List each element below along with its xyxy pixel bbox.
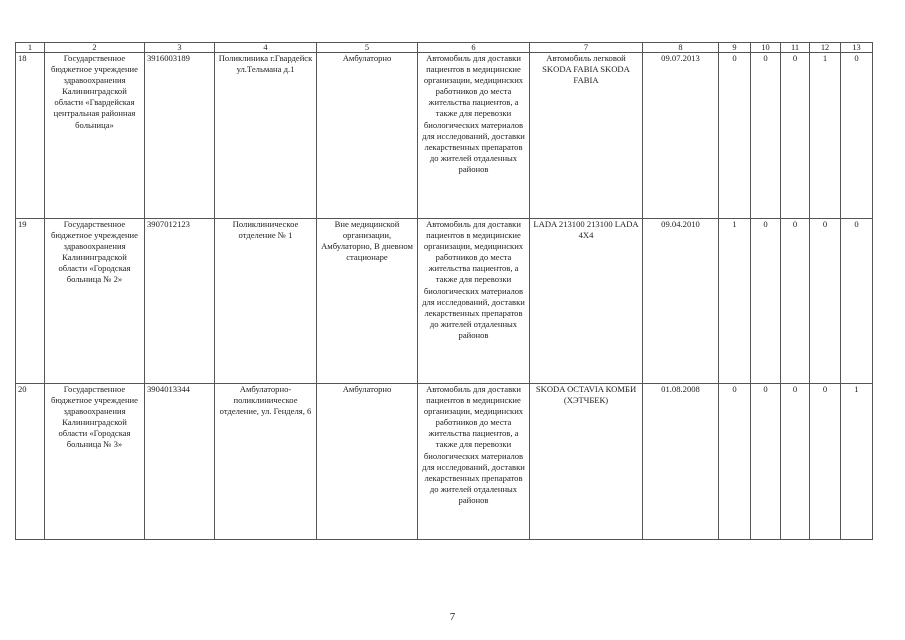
care-conditions: Амбулаторно [317,384,418,540]
care-conditions: Вне медицинской организации, Амбулаторно, В дневном стационаре [317,219,418,384]
organization-name: Государственное бюджетное учреждение здравоохранения Калининградской области «Гвардейская центральная районная больница» [45,53,145,219]
value-cell: 0 [810,384,841,540]
column-header: 8 [643,43,719,53]
vehicle-purpose: Автомобиль для доставки пациентов в медицинские организации, медицинских работников до места жительства пациентов, а также для перевозки биологических материалов для исследований, доставки лекарственных препаратов до жителей отдаленных районов [418,53,530,219]
value-cell: 0 [781,53,810,219]
column-header: 10 [751,43,781,53]
table-row [16,219,873,384]
vehicle-date: 09.04.2010 [643,219,719,384]
column-number-row [16,43,873,53]
value-cell: 0 [719,384,751,540]
division-address: Амбулаторно-поликлиническое отделение, ул. Генделя, 6 [215,384,317,540]
value-cell: 0 [810,219,841,384]
vehicle-model: SKODA OCTAVIA КОМБИ (ХЭТЧБЕК) [530,384,643,540]
inn-code: 3916003189 [145,53,215,219]
organization-name: Государственное бюджетное учреждение здравоохранения Калининградской области «Городская больница № 2» [45,219,145,384]
value-cell: 0 [751,53,781,219]
column-header: 13 [841,43,873,53]
vehicle-date: 01.08.2008 [643,384,719,540]
vehicle-model: Автомобиль легковой SKODA FABIA SKODA FABIA [530,53,643,219]
value-cell: 1 [810,53,841,219]
care-conditions: Амбулаторно [317,53,418,219]
value-cell: 0 [841,53,873,219]
organization-name: Государственное бюджетное учреждение здравоохранения Калининградской области «Городская больница № 3» [45,384,145,540]
value-cell: 0 [781,219,810,384]
vehicle-purpose: Автомобиль для доставки пациентов в медицинские организации, медицинских работников до места жительства пациентов, а также для перевозки биологических материалов для исследований, доставки лекарственных препаратов до жителей отдаленных районов [418,384,530,540]
inn-code: 3907012123 [145,219,215,384]
value-cell: 0 [751,219,781,384]
column-header: 2 [45,43,145,53]
row-number: 20 [16,384,45,540]
vehicle-purpose: Автомобиль для доставки пациентов в медицинские организации, медицинских работников до места жительства пациентов, а также для перевозки биологических материалов для исследований, доставки лекарственных препаратов до жителей отдаленных районов [418,219,530,384]
value-cell: 0 [751,384,781,540]
column-header: 5 [317,43,418,53]
column-header: 3 [145,43,215,53]
row-number: 19 [16,219,45,384]
table-row [16,384,873,540]
column-header: 11 [781,43,810,53]
column-header: 7 [530,43,643,53]
value-cell: 0 [719,53,751,219]
value-cell: 1 [719,219,751,384]
table-row [16,53,873,219]
column-header: 6 [418,43,530,53]
value-cell: 1 [841,384,873,540]
column-header: 1 [16,43,45,53]
inn-code: 3904013344 [145,384,215,540]
value-cell: 0 [841,219,873,384]
value-cell: 0 [781,384,810,540]
vehicle-registry-table [15,42,873,540]
column-header: 4 [215,43,317,53]
vehicle-date: 09.07.2013 [643,53,719,219]
column-header: 9 [719,43,751,53]
division-address: Поликлиническое отделение № 1 [215,219,317,384]
row-number: 18 [16,53,45,219]
page-number: 7 [449,611,456,623]
column-header: 12 [810,43,841,53]
vehicle-model: LADA 213100 213100 LADA 4X4 [530,219,643,384]
division-address: Поликлиника г.Гвардейск ул.Тельмана д.1 [215,53,317,219]
